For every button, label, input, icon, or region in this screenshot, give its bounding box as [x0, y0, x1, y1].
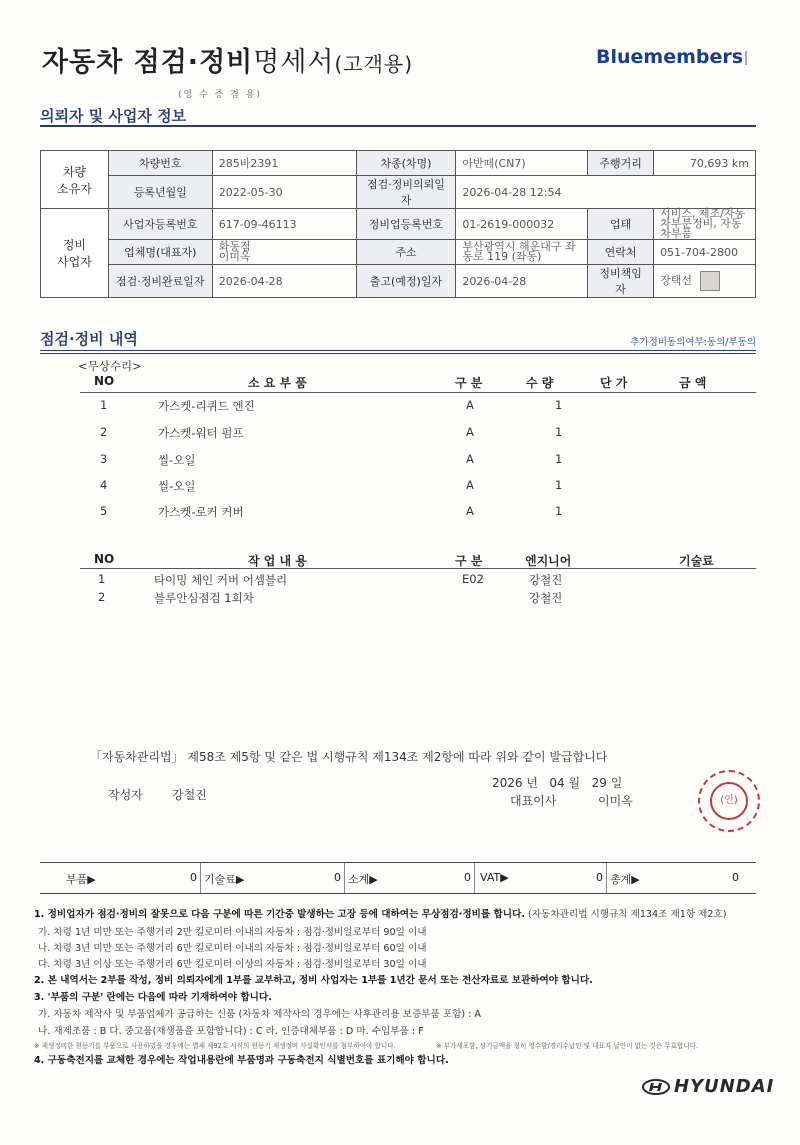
note-2	[34, 972, 593, 986]
note-3-text: 3. '부품의 구분' 란에는 다음에 따라 기재하여야 합니다.	[34, 992, 272, 1003]
reg-value: 2022-05-30	[212, 176, 356, 209]
note-1-text: 1. 정비업자가 점검·정비의 잘못으로 다음 구분에 따른 기간중 발생하는 고장 등에 대하여는 무상점검·정비를 합니다.	[34, 909, 525, 920]
note-3d: ※ 부가세포함, 상기금액을 청히 영수함/경리수납인 및 대표자 날인이 없는 것은 무효합니다.	[436, 1042, 699, 1050]
part-name: 가스켓-워터 펌프	[158, 426, 244, 440]
parts-header-name: 소 요 부 품	[248, 376, 307, 390]
total-subtotal-value: 0	[464, 871, 471, 884]
table-row	[41, 265, 756, 298]
works-header-fee: 기술료	[679, 554, 714, 568]
document-title	[42, 40, 413, 79]
shop-group-label: 정비 사업자	[41, 209, 109, 298]
mileage-label: 주행거리	[588, 151, 654, 176]
reg-label: 등록년월일	[108, 176, 212, 209]
works-header-name: 작 업 내 용	[248, 554, 307, 568]
biz-no-value: 617-09-46113	[212, 209, 356, 240]
title-bold: 자동차 점검·정비	[42, 47, 254, 78]
author-name: 강철진	[172, 788, 207, 802]
note-4	[34, 1052, 449, 1066]
works-header-engineer: 엔지니어	[525, 554, 572, 568]
ceo-name: 이미옥	[598, 794, 633, 808]
part-name: 씰-오일	[158, 453, 196, 467]
company-name: 화동점	[218, 240, 251, 253]
issue-date	[492, 774, 622, 791]
note-3	[34, 989, 272, 1003]
note-3a: 가. 자동차 제작사 및 부품업체가 공급하는 신품 (자동차 제작사의 경우에는 사후관리용 보증부품 포함) : A	[38, 1009, 481, 1020]
total-fee-value: 0	[334, 871, 341, 884]
note-1-ref: (자동차관리법 시행규칙 제134조 제1항 제2호)	[528, 909, 727, 920]
consent-text: 추가정비동의여부:동의/부동의	[630, 337, 756, 348]
model-value: 아반떼(CN7)	[456, 151, 588, 176]
work-name: 블루안심점검 1회차	[154, 591, 254, 605]
issue-day-unit: 일	[610, 776, 623, 790]
totals-divider	[344, 863, 345, 893]
manager-value	[654, 265, 756, 298]
request-value: 2026-04-28 12:54	[456, 176, 756, 209]
work-engineer: 강철진	[529, 573, 563, 587]
part-qty: 1	[555, 398, 563, 412]
total-parts-value: 0	[190, 871, 197, 884]
biz-no-label: 사업자등록번호	[108, 209, 212, 240]
totals-divider	[474, 863, 475, 893]
request-label: 점검·정비의뢰일자	[356, 176, 456, 209]
manager-label: 정비책임자	[588, 265, 654, 298]
repair-no-value: 01-2619-000032	[456, 209, 588, 240]
release-label: 출고(예정)일자	[356, 265, 456, 298]
total-vat-value: 0	[596, 871, 603, 884]
issue-year: 2026	[492, 776, 523, 790]
section-rule	[40, 125, 756, 127]
totals-divider	[200, 863, 201, 893]
part-name: 씰-오일	[158, 479, 196, 493]
part-name: 가스켓-로커 커버	[158, 505, 244, 519]
mileage-number: 70,693	[689, 156, 729, 170]
total-subtotal-label: 소계▶	[348, 873, 378, 886]
brand-text: Bluemembers	[596, 46, 744, 68]
parts-header-type: 구 분	[455, 376, 483, 390]
model-label: 차종(차명)	[356, 151, 456, 176]
title-light: 명세서	[253, 47, 335, 78]
table-row	[41, 209, 756, 240]
done-label: 점검·정비완료일자	[108, 265, 212, 298]
brand-bar	[745, 51, 747, 65]
mileage-value	[654, 151, 756, 176]
part-qty: 1	[555, 425, 563, 439]
total-vat-label: VAT▶	[480, 871, 509, 884]
note-1a: 가. 차령 1년 미만 또는 주행거리 2만 킬로미터 이내의 자동차 : 점검·정비일로부터 90일 이내	[38, 927, 427, 938]
hyundai-emblem-icon	[642, 1079, 670, 1095]
work-engineer: 강철진	[529, 591, 563, 605]
part-no: 5	[100, 504, 108, 518]
issue-year-unit: 년	[526, 776, 538, 790]
part-type: A	[466, 398, 474, 412]
note-2-text: 2. 본 내역서는 2부를 작성, 정비 의뢰자에게 1부를 교부하고, 정비 사업자는 1부를 1년간 문서 또는 전산자료로 보관하여야 합니다.	[34, 975, 593, 986]
total-fee-label: 기술료▶	[204, 873, 245, 886]
total-sum-label: 총계▶	[610, 873, 640, 886]
work-type: E02	[462, 572, 484, 586]
company-seal-icon	[698, 770, 760, 832]
note-4-text: 4. 구동축전지를 교체한 경우에는 작업내용란에 부품명과 구동축전지 식별번호를 표기해야 합니다.	[34, 1055, 449, 1066]
work-no: 2	[98, 590, 106, 604]
company-label: 업체명(대표자)	[108, 240, 212, 265]
section-rule	[40, 350, 756, 351]
manager-name: 장택선	[660, 274, 692, 287]
totals-bar	[40, 862, 756, 894]
company-value	[212, 240, 356, 265]
note-3b: 나. 재제조품 : B 다. 중고품(재생품을 포함합니다) : C 라. 인증대체부품 : D 마. 수입부품 : F	[38, 1026, 424, 1037]
owner-group-label: 차량 소유자	[41, 151, 109, 209]
section-client-info-title: 의뢰자 및 사업자 정보	[40, 107, 187, 125]
section-service-title: 점검·정비 내역	[40, 330, 138, 348]
seal-text: (인)	[710, 782, 748, 820]
parts-header-qty: 수 량	[526, 376, 554, 390]
note-1c: 다. 차령 3년 이상 또는 주행거리 6만 킬로미터 이상의 자동차 : 점검·정비일로부터 30일 이내	[38, 959, 427, 970]
part-qty: 1	[555, 478, 563, 492]
bluemembers-logo	[596, 46, 747, 68]
free-repair-label: <무상수리>	[78, 359, 142, 373]
part-qty: 1	[555, 452, 563, 466]
works-header-no: NO	[94, 552, 115, 566]
repair-no-label: 정비업등록번호	[356, 209, 456, 240]
parts-header-rule	[80, 392, 756, 393]
receipt-note: (영 수 증 겸 용)	[178, 90, 262, 100]
section-rule	[40, 353, 756, 354]
part-no: 3	[100, 452, 108, 466]
author-label: 작성자	[108, 788, 143, 802]
note-3c: ※ 재생정비한 원동기를 부품으로 사용하였을 경우에는 별제 제92호 서식의 원동기 재생정비 사실확인서를 첨부하여야 합니다.	[34, 1042, 396, 1050]
note-1b: 나. 차령 3년 미만 또는 주행거리 6만 킬로미터 이내의 자동차 : 점검·정비일로부터 60일 이내	[38, 943, 427, 954]
parts-header-price: 단 가	[600, 376, 628, 390]
info-table	[40, 150, 756, 298]
note-1	[34, 906, 727, 920]
address-value: 부산광역시 해운대구 좌동로 119 (좌동)	[456, 240, 588, 265]
total-parts-label: 부품▶	[66, 873, 96, 886]
part-type: A	[466, 452, 474, 466]
table-row	[41, 240, 756, 265]
part-name: 가스켓-리퀴드 엔진	[158, 399, 255, 413]
issue-month-unit: 월	[568, 776, 581, 790]
parts-header-no: NO	[94, 374, 115, 388]
mileage-unit: km	[731, 156, 749, 170]
address-label: 주소	[356, 240, 456, 265]
total-sum-value: 0	[732, 871, 739, 884]
ceo-label: 대표이사	[510, 794, 557, 808]
part-qty: 1	[555, 504, 563, 518]
issue-month: 04	[549, 776, 565, 790]
part-no: 4	[100, 478, 108, 492]
done-value: 2026-04-28	[212, 265, 356, 298]
parts-header-amount: 금 액	[679, 376, 707, 390]
part-type: A	[466, 478, 474, 492]
title-sub: (고객용)	[334, 52, 414, 76]
manager-stamp-icon	[700, 271, 720, 291]
contact-label: 연락처	[588, 240, 654, 265]
plate-value: 285바2391	[212, 151, 356, 176]
legal-statement: 「자동차관리법」 제58조 제5항 및 같은 법 시행규칙 제134조 제2항에 따라 위와 같이 발급합니다	[90, 750, 608, 764]
biz-type-value: 서비스, 제조/자동차부분정비, 자동차부품	[654, 209, 756, 240]
hyundai-logo	[642, 1076, 774, 1097]
table-row	[41, 151, 756, 176]
issue-day: 29	[591, 776, 607, 790]
works-header-type: 구 분	[455, 554, 483, 568]
plate-label: 차량번호	[108, 151, 212, 176]
release-value: 2026-04-28	[456, 265, 588, 298]
work-no: 1	[98, 572, 106, 586]
part-no: 1	[100, 398, 108, 412]
work-name: 타이밍 체인 커버 어셈블리	[154, 573, 288, 587]
totals-divider	[606, 863, 607, 893]
biz-type-label: 업태	[588, 209, 654, 240]
table-row	[41, 176, 756, 209]
part-type: A	[466, 425, 474, 439]
contact-value: 051-704-2800	[654, 240, 756, 265]
part-no: 2	[100, 425, 108, 439]
company-rep: 이미옥	[218, 250, 251, 263]
part-type: A	[466, 504, 474, 518]
hyundai-text: HYUNDAI	[674, 1076, 775, 1097]
works-header-rule	[80, 568, 756, 569]
